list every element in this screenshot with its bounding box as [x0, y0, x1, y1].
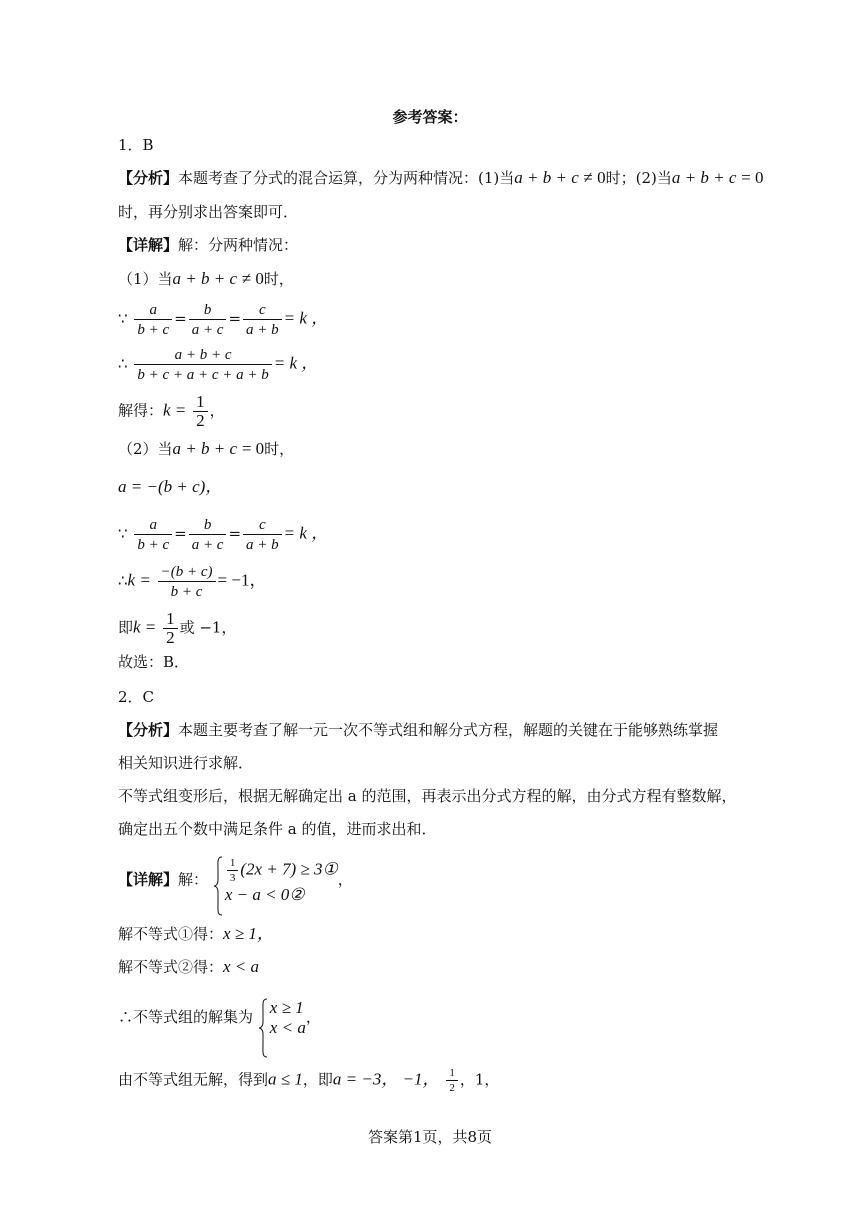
q2-solution-set: ∴不等式组的解集为 x ≥ 1 x < a ， [118, 998, 321, 1038]
fraction: $\frac{a}{b + c}$ [134, 300, 172, 339]
fraction: $\frac{c}{a + b}$ [243, 300, 282, 339]
q2-last-line: 由不等式组无解，得到a ≤ 1，即a = −3， −1， $\frac{1}{2}$ ，1， [118, 1067, 500, 1094]
q2-para-line2: 确定出五个数中满足条件 a 的值，进而求出和． [118, 820, 437, 838]
q2-analysis-line1: 【分析】本题主要考查了解一元一次不等式组和解分式方程，解题的关键在于能够熟练掌握 [118, 721, 719, 739]
fraction: $\frac{b}{a + c}$ [189, 515, 227, 554]
q1-conclusion: 即k = $\frac{1}{2}$ 或 −1， [118, 609, 237, 647]
q2-detail-system: 【详解】解： $\frac{1}{3}$ (2x + 7) ≥ 3① x − a < 0② ， [118, 856, 353, 905]
detail-tag: 【详解】 [118, 236, 179, 254]
brace-icon [213, 856, 223, 916]
q1-detail-intro: 【详解】解：分两种情况： [118, 236, 299, 254]
page-footer: 答案第1页，共8页 [367, 1128, 493, 1146]
detail-tag: 【详解】 [118, 870, 179, 889]
fraction: $\frac{1}{2}$ [163, 610, 178, 647]
q1-a-neg: a = −(b + c)， [118, 477, 223, 496]
q1-choose: 故选：B． [118, 653, 190, 671]
q1-answer: 1．B [118, 136, 154, 154]
fraction: $\frac{b}{a + c}$ [189, 300, 227, 339]
q1-solve: 解得：k = $\frac{1}{2}$ ， [118, 392, 225, 430]
q2-para-line1: 不等式组变形后，根据无解确定出 a 的范围，再表示出分式方程的解，由分式方程有整数解， [118, 787, 737, 805]
q1-case1: （1）当a + b + c ≠ 0时， [118, 269, 294, 288]
q2-ineq1: 解不等式①得：x ≥ 1， [118, 924, 274, 943]
fraction: $\frac{1}{2}$ [446, 1066, 458, 1095]
q1-analysis-line1: 【分析】本题考查了分式的混合运算，分为两种情况：(1)当a + b + c ≠ 0时；(2)当a + b + c = 0 [118, 168, 764, 187]
analysis-tag: 【分析】 [118, 721, 179, 739]
q1-k-neg1: ∴k = $\frac{-(b + c)}{b + c}$ = −1， [118, 564, 267, 600]
fraction: $\frac{-(b + c)}{b + c}$ [158, 562, 216, 601]
q1-ratio-eq-1: ∵ $\frac{a}{b + c}$ = $\frac{b}{a + c}$ = $\frac{c}{a + b}$ = k ， [118, 302, 329, 338]
fraction: $\frac{1}{3}$ [227, 856, 239, 885]
q2-analysis-line2: 相关知识进行求解． [118, 754, 254, 772]
fraction: $\frac{1}{2}$ [193, 393, 208, 430]
solution-system: x ≥ 1 x < a [258, 998, 306, 1038]
q2-ineq2: 解不等式②得：x < a [118, 957, 260, 976]
fraction: $\frac{a + b + c}{b + c + a + c + a + b}$ [134, 345, 271, 384]
q1-sum-ratio: ∴ $\frac{a + b + c}{b + c + a + c + a + b}$ = k ， [118, 347, 319, 383]
q2-answer: 2．C [118, 688, 155, 706]
analysis-tag: 【分析】 [118, 169, 179, 187]
q1-case2: （2）当a + b + c = 0时， [118, 439, 295, 458]
page-title: 参考答案： [392, 108, 468, 126]
fraction: $\frac{c}{a + b}$ [243, 515, 282, 554]
brace-icon [258, 998, 268, 1058]
fraction: $\frac{a}{b + c}$ [134, 515, 172, 554]
q1-analysis-line2: 时，再分别求出答案即可． [118, 203, 299, 221]
q1-ratio-eq-2: ∵ $\frac{a}{b + c}$ = $\frac{b}{a + c}$ = $\frac{c}{a + b}$ = k ， [118, 517, 329, 553]
inequality-system: $\frac{1}{3}$ (2x + 7) ≥ 3① x − a < 0② [213, 856, 338, 905]
